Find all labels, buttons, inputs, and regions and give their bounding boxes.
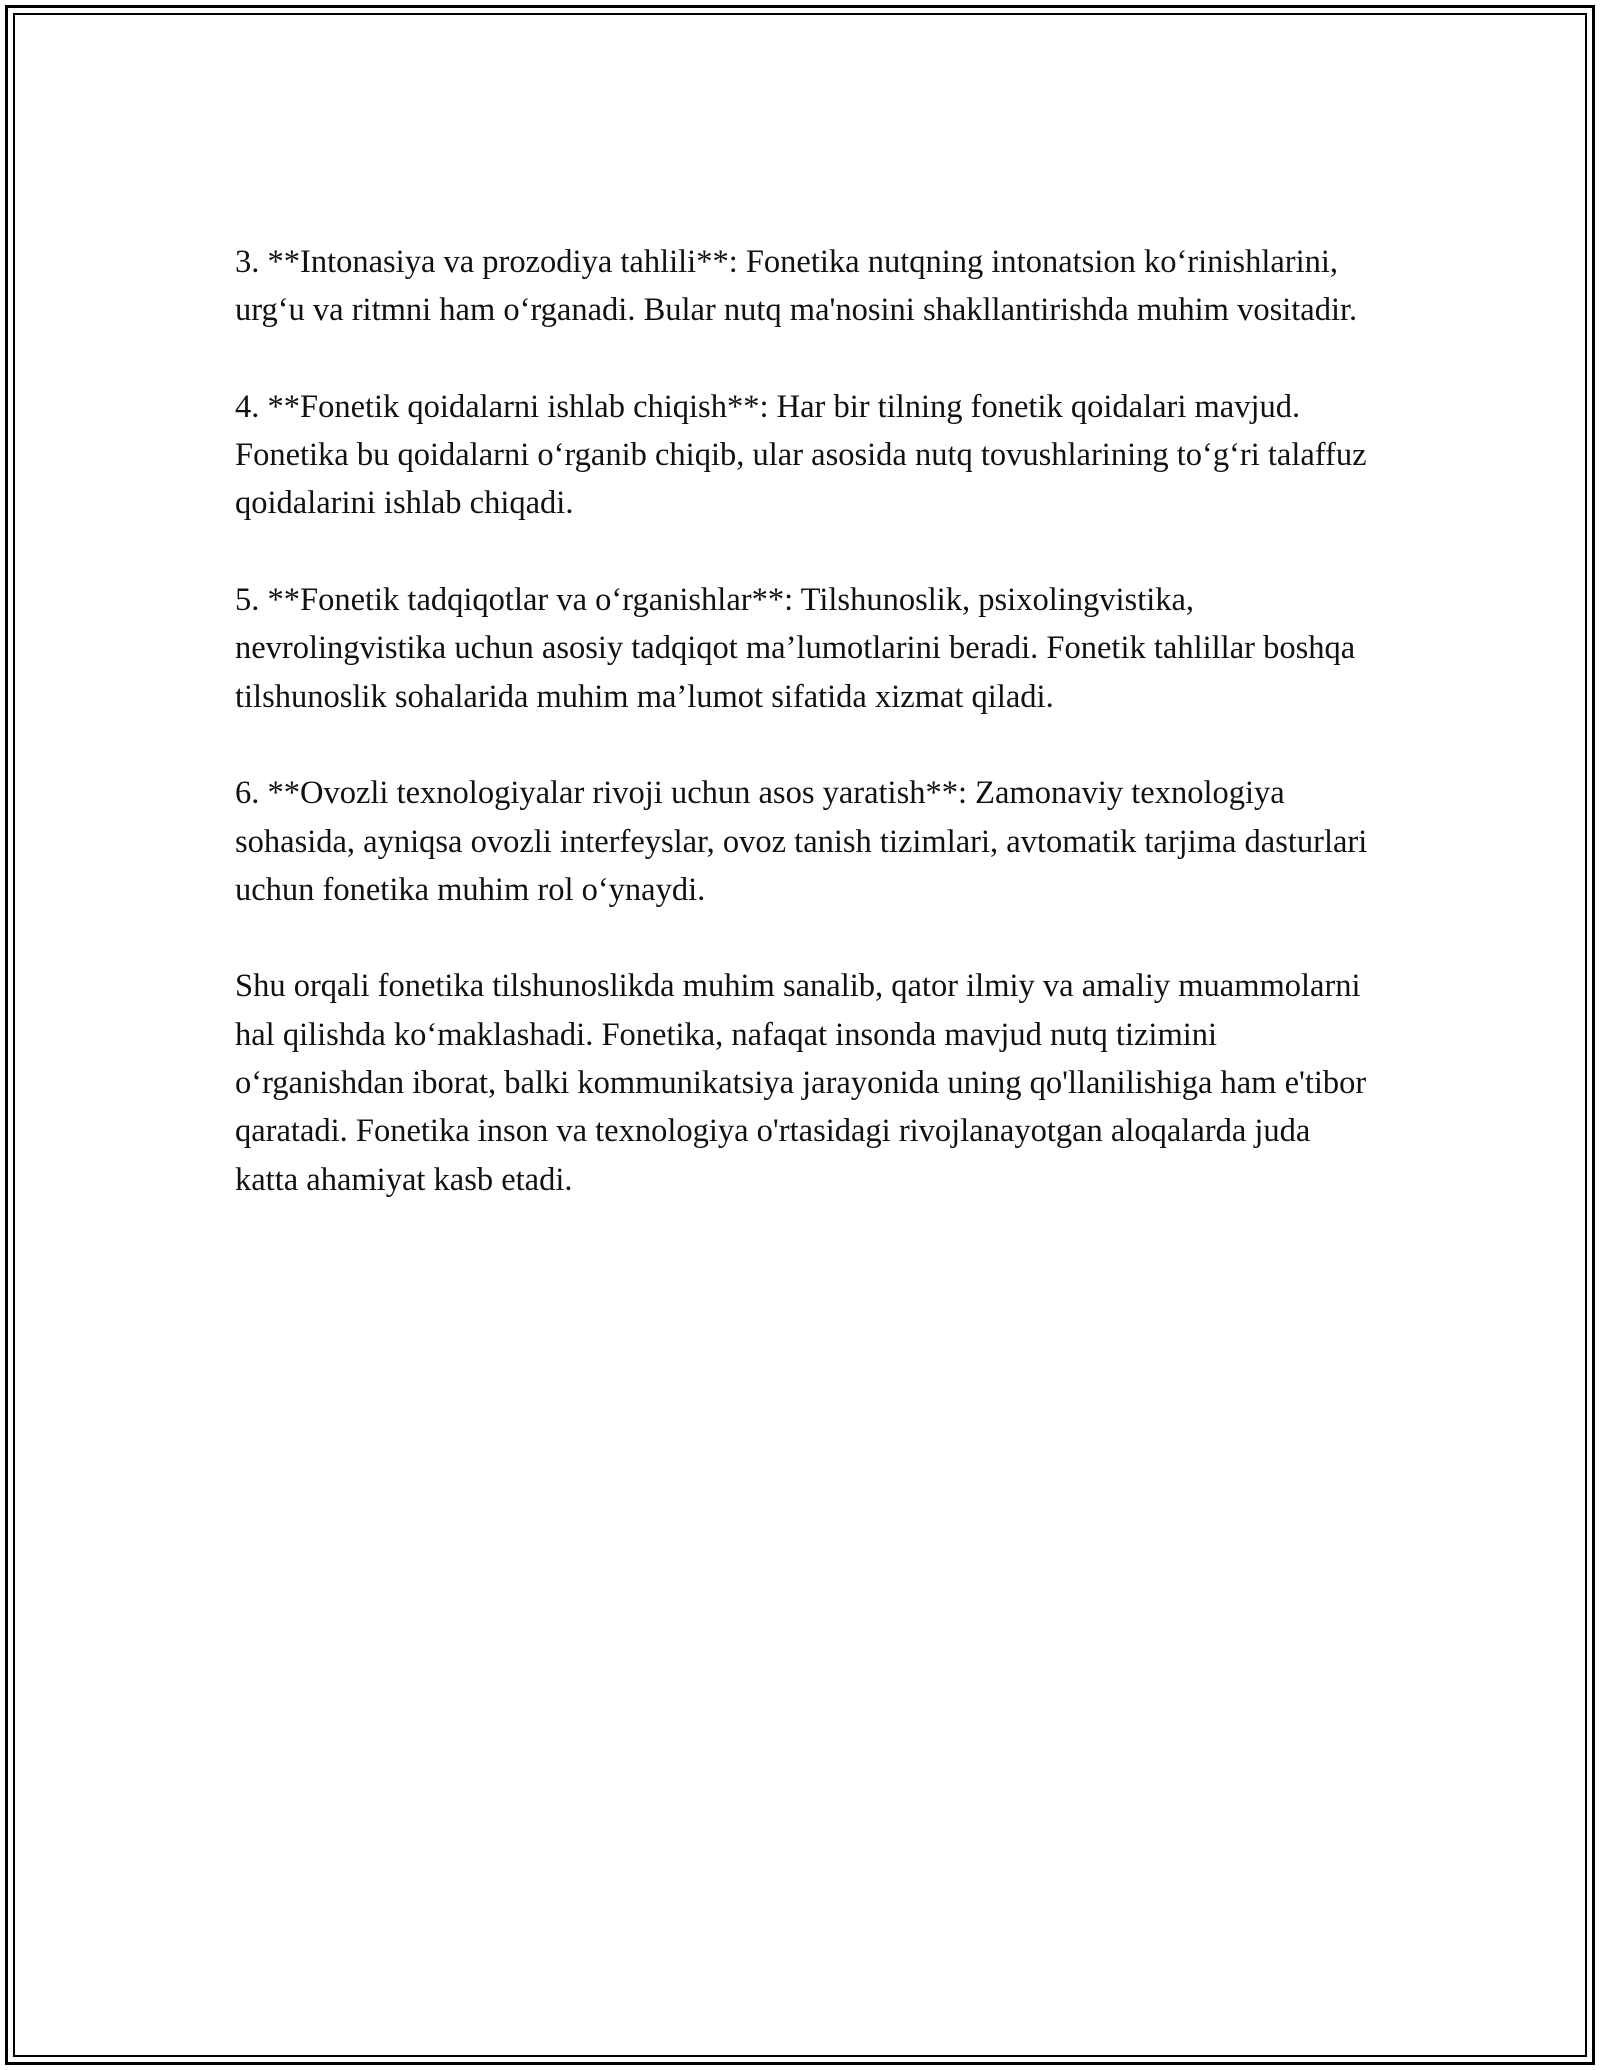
paragraph-intonation-analysis: 3. **Intonasiya va prozodiya tahlili**: Fonetika nutqning intonatsion ko‘rinishlarini, urg‘u va ritmni ham o‘rganadi. Bular nutq ma'nosini shakllantirishda muhim vositadir. xyxy=(235,244,1358,329)
paragraph-voice-technologies: 6. **Ovozli texnologiyalar rivoji uchun asos yaratish**: Zamonaviy texnologiya sohasida, ayniqsa ovozli interfeyslar, ovoz tanish tizimlari, avtomatik tarjima dasturlari uchun fonetika muhim rol o‘ynaydi. xyxy=(235,775,1368,908)
paragraph-conclusion: Shu orqali fonetika tilshunoslikda muhim sanalib, qator ilmiy va amaliy muammolarni hal qilishda ko‘maklashadi. Fonetika, nafaqat insonda mavjud nutq tizimini o‘rganishdan iborat, balki kommunikatsiya jarayonida uning qo'llanilishiga ham e'tibor qaratadi. Fonetika inson va texnologiya o'rtasidagi rivojlanayotgan aloqalarda juda katta ahamiyat kasb etadi. xyxy=(235,968,1367,1198)
paragraph-phonetic-rules: 4. **Fonetik qoidalarni ishlab chiqish**: Har bir tilning fonetik qoidalari mavjud. Fonetika bu qoidalarni o‘rganib chiqib, ular asosida nutq tovushlarining to‘g‘ri talaffuz qoidalarini ishlab chiqadi. xyxy=(235,388,1367,522)
paragraph-phonetic-research: 5. **Fonetik tadqiqotlar va o‘rganishlar**: Tilshunoslik, psixolingvistika, nevrolingvistika uchun asosiy tadqiqot ma’lumotlarini beradi. Fonetik tahlillar boshqa tilshunoslik sohalarida muhim ma’lumot sifatida xizmat qiladi. xyxy=(235,582,1356,715)
document-body xyxy=(235,238,1375,1252)
